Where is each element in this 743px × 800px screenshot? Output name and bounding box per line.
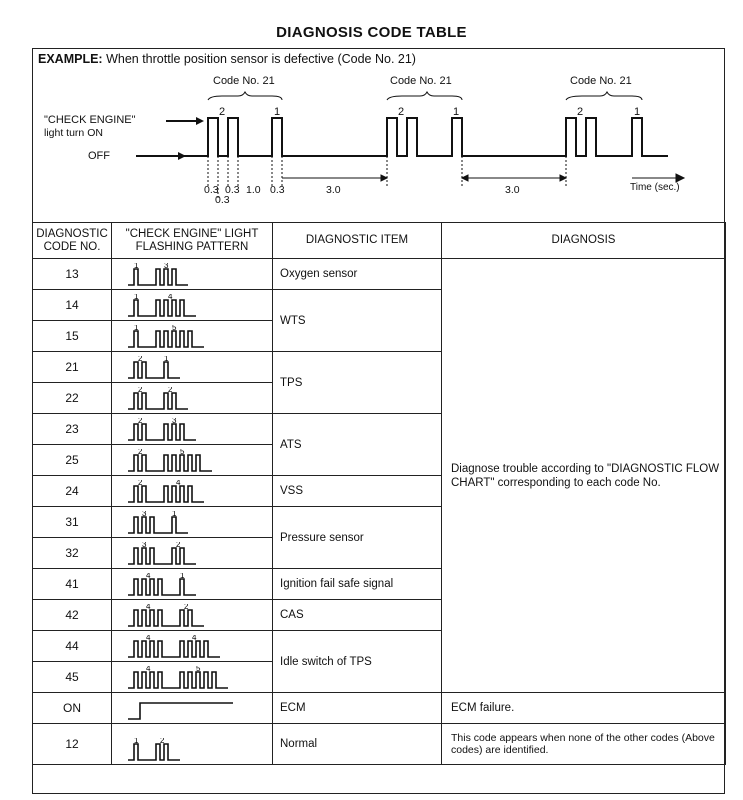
flash-digit-label: 5 — [196, 666, 201, 673]
flash-digit-label: 1 — [134, 738, 139, 745]
pattern-cell — [112, 383, 273, 414]
timing-diagram — [32, 70, 725, 227]
duration-label: 0.3 — [204, 184, 219, 196]
flash-pattern — [128, 610, 204, 626]
flash-pattern-svg — [128, 542, 258, 568]
flash-pattern-svg — [128, 573, 258, 599]
code-cell: 32 — [33, 538, 112, 569]
pattern-cell — [112, 724, 273, 765]
code-cell: 15 — [33, 321, 112, 352]
item-cell: WTS — [273, 290, 442, 352]
diagnosis-cell-ecm: ECM failure. — [442, 693, 726, 724]
flash-digit-label: 1 — [134, 294, 139, 301]
item-cell: Idle switch of TPS — [273, 631, 442, 693]
flash-digit-label: 5 — [180, 449, 185, 456]
flash-digit-label: 3 — [172, 418, 177, 425]
flash-pattern — [128, 486, 204, 502]
code-cell: 14 — [33, 290, 112, 321]
pattern-cell — [112, 445, 273, 476]
flash-digit-label: 2 — [168, 387, 173, 394]
item-cell: Pressure sensor — [273, 507, 442, 569]
flash-pattern — [128, 579, 196, 595]
duration-label: 3.0 — [505, 184, 520, 196]
off-label: OFF — [88, 150, 110, 162]
duration-label: 0.3 — [270, 184, 285, 196]
duration-label: 0.3 — [215, 194, 230, 206]
flash-pattern-svg — [128, 294, 258, 320]
code-label-1: Code No. 21 — [213, 75, 275, 87]
flash-digit-label: 3 — [142, 542, 147, 549]
pattern-cell — [112, 290, 273, 321]
flash-digit-label: 3 — [142, 511, 147, 518]
table-row — [33, 259, 726, 290]
flash-pattern-svg — [128, 604, 258, 630]
pattern-cell — [112, 476, 273, 507]
flash-digit-label: 2 — [176, 542, 181, 549]
code-label-3: Code No. 21 — [570, 75, 632, 87]
flash-pattern — [128, 362, 180, 378]
flash-digit-label: 2 — [138, 449, 143, 456]
light-on-label: light turn ON — [44, 127, 103, 139]
flash-digit-label: 4 — [146, 604, 151, 611]
pattern-cell — [112, 569, 273, 600]
dimension-arrowhead — [381, 175, 387, 181]
flash-pattern — [128, 703, 233, 719]
pattern-cell — [112, 538, 273, 569]
time-axis-label: Time (sec.) — [630, 182, 680, 193]
code-cell: 31 — [33, 507, 112, 538]
item-cell: Ignition fail safe signal — [273, 569, 442, 600]
item-cell: TPS — [273, 352, 442, 414]
duration-label: 1.0 — [246, 184, 261, 196]
item-cell: Oxygen sensor — [273, 259, 442, 290]
code-cell: 22 — [33, 383, 112, 414]
flash-pattern — [128, 300, 196, 316]
flash-pattern-svg — [128, 356, 258, 382]
code-cell: 12 — [33, 724, 112, 765]
example-text: When throttle position sensor is defective (Code No. 21) — [106, 52, 416, 66]
item-cell: ECM — [273, 693, 442, 724]
flash-digit-label: 1 — [134, 263, 139, 270]
code-brace-2 — [387, 92, 462, 100]
flash-pattern-svg — [128, 697, 258, 723]
flash-digit-label: 5 — [172, 325, 177, 332]
flash-digit-label: 4 — [168, 294, 173, 301]
code-cell: 24 — [33, 476, 112, 507]
flash-digit-label: 2 — [138, 480, 143, 487]
flash-pattern-svg — [128, 325, 258, 351]
flash-pattern — [128, 393, 188, 409]
flash-pattern-svg — [128, 480, 258, 506]
flash-pattern — [128, 331, 204, 347]
item-cell: CAS — [273, 600, 442, 631]
code-cell: 23 — [33, 414, 112, 445]
flash-digit-label: 4 — [146, 635, 151, 642]
pattern-cell — [112, 662, 273, 693]
flash-digit-label: 4 — [146, 573, 151, 580]
example-caption — [38, 52, 416, 66]
example-label: EXAMPLE: — [38, 52, 103, 66]
code-cell: 13 — [33, 259, 112, 290]
pattern-cell — [112, 414, 273, 445]
flash-pattern-svg — [128, 738, 258, 764]
flash-digit-label: 3 — [164, 263, 169, 270]
duration-label: 3.0 — [326, 184, 341, 196]
flash-pattern-svg — [128, 511, 258, 537]
flash-digit-label: 2 — [184, 604, 189, 611]
item-cell: Normal — [273, 724, 442, 765]
diagnosis-cell-normal: This code appears when none of the other codes (Above codes) are identified. — [442, 724, 726, 765]
code-cell: ON — [33, 693, 112, 724]
digit-label: 1 — [274, 106, 281, 118]
flash-digit-label: 4 — [176, 480, 181, 487]
header-diagnosis: DIAGNOSIS — [442, 223, 726, 259]
flash-pattern — [128, 672, 228, 688]
flash-digit-label: 4 — [146, 666, 151, 673]
flash-pattern — [128, 744, 180, 760]
check-engine-label: "CHECK ENGINE" — [44, 114, 136, 126]
diagnosis-cell: Diagnose trouble according to "DIAGNOSTIC FLOW CHART" corresponding to each code No. — [442, 259, 726, 693]
flash-digit-label: 2 — [138, 387, 143, 394]
table-row — [33, 724, 726, 765]
header-pattern: "CHECK ENGINE" LIGHT FLASHING PATTERN — [112, 223, 273, 259]
digit-label: 1 — [453, 106, 460, 118]
pattern-cell — [112, 259, 273, 290]
flash-pattern — [128, 455, 212, 471]
example-waveform — [182, 118, 668, 156]
code-brace-1 — [208, 92, 282, 100]
code-cell: 45 — [33, 662, 112, 693]
flash-pattern-svg — [128, 449, 258, 475]
flash-digit-label: 4 — [192, 635, 197, 642]
pattern-cell — [112, 631, 273, 662]
diagnosis-table — [32, 222, 726, 765]
flash-pattern — [128, 517, 188, 533]
digit-label: 1 — [634, 106, 641, 118]
header-code: DIAGNOSTIC CODE NO. — [33, 223, 112, 259]
item-cell: ATS — [273, 414, 442, 476]
digit-label: 2 — [219, 106, 226, 118]
item-cell: VSS — [273, 476, 442, 507]
dimension-arrowhead — [560, 175, 566, 181]
flash-digit-label: 1 — [134, 325, 139, 332]
flash-digit-label: 2 — [138, 356, 143, 363]
code-cell: 41 — [33, 569, 112, 600]
flash-pattern-svg — [128, 263, 258, 289]
flash-pattern — [128, 548, 196, 564]
code-cell: 44 — [33, 631, 112, 662]
table-row — [33, 693, 726, 724]
flash-digit-label: 1 — [164, 356, 169, 363]
pattern-cell — [112, 600, 273, 631]
code-cell: 25 — [33, 445, 112, 476]
duration-label: 0.3 — [225, 184, 240, 196]
code-cell: 21 — [33, 352, 112, 383]
flash-pattern — [128, 424, 196, 440]
flash-pattern-svg — [128, 418, 258, 444]
flash-pattern-svg — [128, 387, 258, 413]
flash-pattern — [128, 269, 188, 285]
timing-diagram-svg — [32, 70, 725, 222]
pattern-cell — [112, 321, 273, 352]
flash-digit-label: 1 — [172, 511, 177, 518]
dimension-arrowhead — [462, 175, 468, 181]
code-cell: 42 — [33, 600, 112, 631]
flash-digit-label: 1 — [180, 573, 185, 580]
pattern-cell — [112, 352, 273, 383]
flash-pattern — [128, 641, 220, 657]
table-header-row — [33, 223, 726, 259]
pattern-cell — [112, 507, 273, 538]
flash-digit-label: 2 — [138, 418, 143, 425]
flash-digit-label: 2 — [160, 738, 165, 745]
digit-label: 2 — [577, 106, 584, 118]
header-item: DIAGNOSTIC ITEM — [273, 223, 442, 259]
pattern-cell — [112, 693, 273, 724]
digit-label: 2 — [398, 106, 405, 118]
code-label-2: Code No. 21 — [390, 75, 452, 87]
code-brace-3 — [566, 92, 642, 100]
time-axis-arrowhead — [676, 174, 684, 182]
flash-pattern-svg — [128, 666, 258, 692]
page-title: DIAGNOSIS CODE TABLE — [276, 24, 467, 41]
flash-pattern-svg — [128, 635, 258, 661]
check-engine-arrowhead — [196, 117, 204, 125]
